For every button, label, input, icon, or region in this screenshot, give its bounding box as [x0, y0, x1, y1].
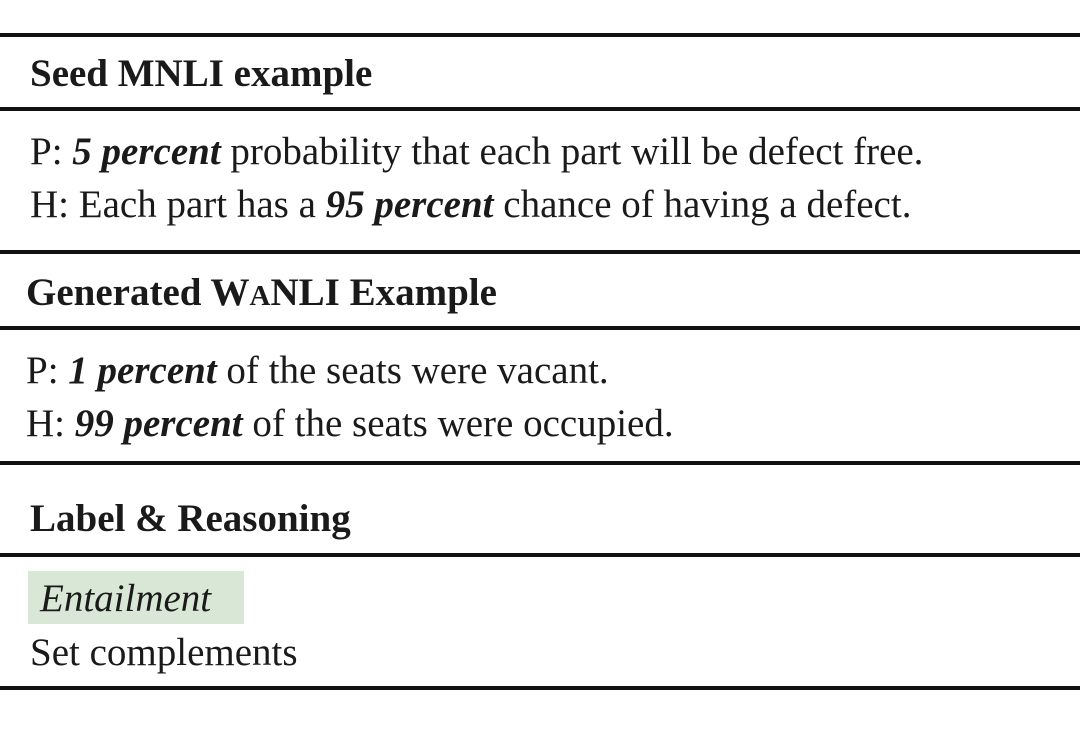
- generated-premise-line: [26, 348, 609, 394]
- label-value: Entailment: [40, 577, 212, 620]
- seed-hypothesis-rest: chance of having a defect.: [493, 183, 912, 226]
- generated-header-nli: NLI: [270, 271, 340, 314]
- generated-hypothesis-emphasis: 99 percent: [74, 402, 243, 445]
- bottom-rule: [0, 686, 1080, 690]
- seed-bottom-rule: [0, 250, 1080, 254]
- generated-premise-prefix: P:: [26, 349, 69, 392]
- seed-header-rule: [0, 107, 1080, 111]
- generated-hypothesis-line: [26, 401, 674, 447]
- seed-premise-line: [30, 129, 923, 175]
- generated-section-header: [26, 270, 497, 319]
- seed-hypothesis-line: [30, 182, 911, 228]
- generated-hypothesis-rest: of the seats were occupied.: [242, 402, 674, 445]
- seed-premise-rest: probability that each part will be defect free.: [220, 130, 924, 173]
- seed-hypothesis-emphasis: 95 percent: [325, 183, 494, 226]
- generated-header-rule: [0, 326, 1080, 330]
- generated-header-w: W: [210, 271, 250, 314]
- generated-header-a: A: [249, 280, 271, 312]
- label-header-rule: [0, 553, 1080, 557]
- seed-hypothesis-prefix: H: Each part has a: [30, 183, 326, 226]
- generated-header-suffix: Example: [339, 271, 497, 314]
- generated-premise-rest: of the seats were vacant.: [216, 349, 609, 392]
- top-rule: [0, 33, 1080, 37]
- seed-section-header: Seed MNLI example: [30, 52, 373, 95]
- label-section-header: Label & Reasoning: [30, 497, 351, 540]
- generated-header-prefix: Generated: [26, 271, 211, 314]
- generated-premise-emphasis: 1 percent: [68, 349, 217, 392]
- generated-bottom-rule: [0, 461, 1080, 465]
- generated-hypothesis-prefix: H:: [26, 402, 75, 445]
- seed-premise-prefix: P:: [30, 130, 73, 173]
- reasoning-text: Set complements: [30, 631, 298, 674]
- seed-premise-emphasis: 5 percent: [72, 130, 221, 173]
